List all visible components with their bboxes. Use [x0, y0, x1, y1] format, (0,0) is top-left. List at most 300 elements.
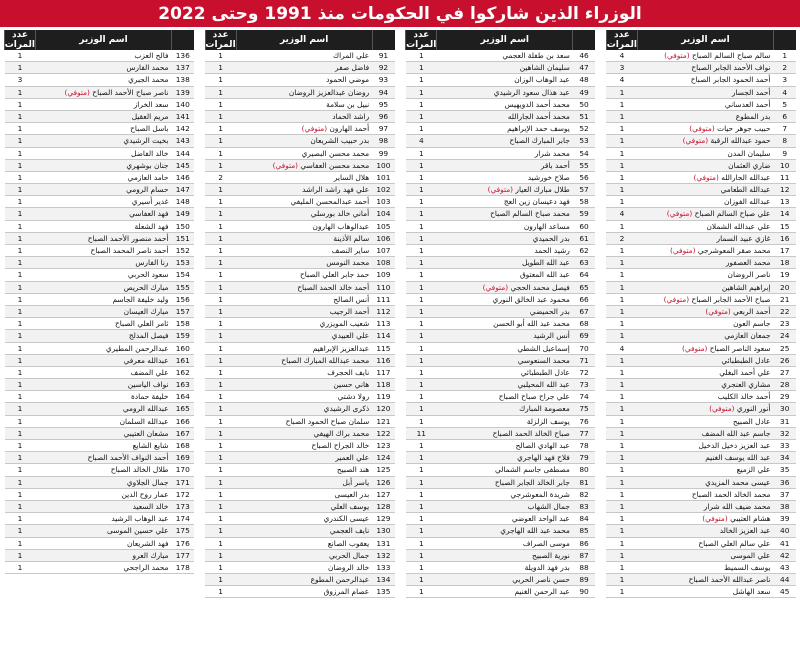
table-row — [5, 123, 195, 135]
table-row — [606, 196, 796, 208]
row-index: 2 — [773, 62, 796, 74]
table-row — [205, 366, 395, 378]
times-count: 1 — [606, 488, 637, 500]
minister-name-text: مبارك العرو — [132, 550, 169, 560]
row-index: 130 — [372, 525, 395, 537]
times-count: 1 — [205, 86, 236, 98]
minister-name-text: فهد الشعلة — [134, 221, 169, 231]
minister-name — [437, 549, 573, 561]
table-row — [606, 561, 796, 573]
minister-name — [236, 293, 372, 305]
ministers-table — [405, 30, 595, 598]
minister-name — [637, 391, 773, 403]
table-row — [406, 318, 596, 330]
times-count: 1 — [205, 549, 236, 561]
row-index: 154 — [172, 269, 195, 281]
row-index: 8 — [773, 135, 796, 147]
times-count: 2 — [205, 171, 236, 183]
table-row — [5, 342, 195, 354]
times-count: 1 — [205, 159, 236, 171]
table-row — [606, 110, 796, 122]
table-row — [406, 257, 596, 269]
row-index: 33 — [773, 440, 796, 452]
table-row — [5, 391, 195, 403]
row-index: 151 — [172, 232, 195, 244]
row-index: 99 — [372, 147, 395, 159]
times-count: 1 — [606, 220, 637, 232]
minister-name-text: عبد الله المحيلبي — [517, 380, 570, 390]
minister-name — [36, 135, 172, 147]
row-index: 97 — [372, 123, 395, 135]
minister-name-text: عبدالله الجارالله — [721, 172, 771, 182]
times-count: 1 — [606, 245, 637, 257]
row-index: 61 — [573, 232, 596, 244]
table-row — [606, 452, 796, 464]
minister-name-text: محمد النومس — [326, 258, 370, 268]
times-count: 1 — [406, 208, 437, 220]
minister-name-text: سعد الهاشل — [732, 587, 771, 597]
table-row — [406, 293, 596, 305]
minister-name — [236, 74, 372, 86]
table-row — [406, 403, 596, 415]
times-count: 4 — [406, 135, 437, 147]
deceased-marker: (متوفي) — [664, 51, 690, 60]
row-index: 71 — [573, 354, 596, 366]
minister-name — [637, 208, 773, 220]
times-count: 4 — [606, 342, 637, 354]
times-count: 1 — [5, 354, 36, 366]
times-count: 1 — [5, 184, 36, 196]
times-count: 1 — [606, 464, 637, 476]
minister-name-text: أحمد النواف الأحمد الصباح — [87, 453, 169, 463]
minister-name-text: رشيد الحمد — [534, 246, 570, 255]
table-row — [5, 525, 195, 537]
minister-name — [36, 171, 172, 183]
minister-name-text: سالم الأذينة — [333, 233, 370, 243]
times-count: 1 — [5, 440, 36, 452]
minister-name — [637, 476, 773, 488]
minister-name-text: نواف الياسين — [127, 380, 169, 390]
minister-name — [637, 220, 773, 232]
times-count: 1 — [406, 452, 437, 464]
minister-name — [236, 305, 372, 317]
table-row — [606, 208, 796, 220]
minister-name — [36, 488, 172, 500]
minister-name — [637, 354, 773, 366]
minister-name-text: محمد الراجحي — [123, 562, 169, 572]
minister-name-text: عادل الطبطبائي — [721, 355, 771, 365]
row-index: 43 — [773, 561, 796, 573]
row-index: 19 — [773, 269, 796, 281]
row-index: 59 — [573, 208, 596, 220]
minister-name — [236, 549, 372, 561]
minister-name — [236, 379, 372, 391]
times-count: 1 — [406, 537, 437, 549]
minister-name-text: محمد السنعوسي — [517, 355, 570, 365]
row-index: 1 — [773, 50, 796, 62]
row-index: 102 — [372, 184, 395, 196]
minister-name-text: أنور النوري — [736, 404, 771, 414]
table-row — [606, 391, 796, 403]
minister-name-text: عبد الهادي الصالح — [515, 441, 570, 450]
minister-name — [637, 62, 773, 74]
header-minister-name: اسم الوزير — [236, 30, 372, 50]
table-row — [406, 488, 596, 500]
times-count: 1 — [205, 184, 236, 196]
times-count: 1 — [5, 281, 36, 293]
minister-name — [437, 98, 573, 110]
minister-name — [637, 135, 773, 147]
times-count: 1 — [5, 476, 36, 488]
minister-name — [36, 561, 172, 573]
minister-name-text: أحمد الرجيب — [329, 306, 370, 316]
minister-name-text: بدر الحميضي — [529, 306, 570, 316]
deceased-marker: (متوفي) — [689, 124, 715, 134]
deceased-marker: (متوفي) — [693, 172, 719, 182]
minister-name-text: سعد الخراز — [133, 99, 169, 109]
row-index: 13 — [773, 196, 796, 208]
minister-name — [236, 366, 372, 378]
table-row — [606, 98, 796, 110]
row-index: 5 — [773, 98, 796, 110]
minister-name-text: نايف العجمي — [329, 526, 370, 536]
times-count: 1 — [606, 586, 637, 598]
times-count: 1 — [5, 196, 36, 208]
row-index: 140 — [172, 98, 195, 110]
times-count: 1 — [205, 74, 236, 86]
row-index: 16 — [773, 232, 796, 244]
row-index: 55 — [573, 159, 596, 171]
row-index: 29 — [773, 391, 796, 403]
minister-name-text: إسماعيل الشطي — [517, 343, 570, 353]
minister-name-text: جاسم العون — [733, 319, 771, 329]
table-row — [406, 184, 596, 196]
table-row — [406, 354, 596, 366]
minister-name-text: محمد أحمد الجارالله — [507, 111, 570, 121]
deceased-marker: (متوفي) — [482, 282, 509, 292]
times-count: 1 — [606, 293, 637, 305]
minister-name — [236, 440, 372, 452]
minister-name-text: معصومة المبارك — [519, 404, 570, 414]
minister-name — [36, 257, 172, 269]
minister-name — [637, 269, 773, 281]
table-row — [205, 257, 395, 269]
minister-name — [637, 123, 773, 135]
times-count: 1 — [205, 245, 236, 257]
times-count: 1 — [406, 586, 437, 598]
minister-name-text: جنان بوشهري — [126, 160, 169, 170]
row-index: 104 — [372, 208, 395, 220]
row-index: 48 — [573, 74, 596, 86]
table-row — [606, 245, 796, 257]
row-index: 156 — [172, 293, 195, 305]
row-index: 34 — [773, 452, 796, 464]
table-row — [606, 86, 796, 98]
times-count: 1 — [5, 500, 36, 512]
minister-name — [437, 86, 573, 98]
row-index: 93 — [372, 74, 395, 86]
minister-name — [236, 50, 372, 62]
minister-name — [236, 330, 372, 342]
minister-name — [236, 525, 372, 537]
minister-name — [36, 147, 172, 159]
table-row — [606, 318, 796, 330]
table-row — [606, 171, 796, 183]
minister-name-text: خالد السعيد — [132, 501, 169, 511]
table-row — [205, 171, 395, 183]
table-header-row — [406, 30, 596, 50]
row-index: 119 — [372, 391, 395, 403]
times-count: 1 — [606, 525, 637, 537]
times-count: 1 — [406, 342, 437, 354]
row-index: 49 — [573, 86, 596, 98]
table-row — [205, 464, 395, 476]
minister-name — [236, 98, 372, 110]
row-index: 36 — [773, 476, 796, 488]
minister-name-text: فاضل صفر — [335, 63, 370, 73]
times-count: 1 — [406, 488, 437, 500]
row-index: 177 — [172, 549, 195, 561]
row-index: 170 — [172, 464, 195, 476]
minister-name — [236, 464, 372, 476]
minister-name-text: عبدالله الرومي — [122, 404, 169, 414]
minister-name-text: عبد هذال سعود الرشيدي — [493, 87, 570, 97]
minister-name-text: بخيت الرشيدي — [123, 136, 169, 146]
header-count: عدد المرات — [406, 30, 437, 50]
minister-name — [36, 330, 172, 342]
minister-name-text: بدر العيسى — [334, 489, 370, 499]
minister-name — [437, 220, 573, 232]
minister-name — [637, 86, 773, 98]
minister-name-text: عادل الطبطبائي — [520, 367, 570, 377]
minister-name — [36, 98, 172, 110]
minister-name-text: علي سالم العلي الصباح — [698, 538, 771, 548]
times-count: 1 — [5, 269, 36, 281]
minister-name-text: ناصر صباح الأحمد الصباح — [92, 87, 169, 97]
times-count: 1 — [406, 354, 437, 366]
row-index: 46 — [573, 50, 596, 62]
minister-name — [36, 427, 172, 439]
times-count: 1 — [406, 525, 437, 537]
minister-name-text: حسام الرومي — [126, 185, 169, 195]
minister-name-text: علي صباح السالم الصباح — [694, 209, 771, 219]
minister-name-text: روضان عبدالعزيز الروضان — [288, 87, 370, 97]
minister-name-text: يوسف الزلزلة — [526, 416, 570, 426]
minister-name-text: غازي عبيد السمار — [716, 233, 771, 243]
table-row — [5, 135, 195, 147]
minister-name-text: باسل الصباح — [130, 124, 169, 134]
times-count: 1 — [5, 208, 36, 220]
minister-name-text: حامد العازمي — [127, 172, 169, 182]
minister-name-text: عبد العزيز الخالد — [719, 526, 771, 536]
table-row — [5, 245, 195, 257]
row-index: 6 — [773, 110, 796, 122]
minister-name — [637, 293, 773, 305]
row-index: 91 — [372, 50, 395, 62]
row-index: 86 — [573, 537, 596, 549]
minister-name — [36, 123, 172, 135]
table-row — [5, 220, 195, 232]
table-row — [205, 269, 395, 281]
minister-name-text: علي المضف — [130, 367, 169, 377]
minister-name-text: أماني خالد بورسلي — [310, 209, 370, 219]
row-index: 44 — [773, 574, 796, 586]
minister-name-text: سعد بن طفلة العجمي — [502, 51, 570, 60]
row-index: 168 — [172, 440, 195, 452]
table-row — [5, 196, 195, 208]
table-row — [606, 586, 796, 598]
minister-name — [437, 281, 573, 293]
row-index: 105 — [372, 220, 395, 232]
table-row — [5, 257, 195, 269]
row-index: 7 — [773, 123, 796, 135]
minister-name-text: مشاري العنجري — [721, 380, 771, 390]
times-count: 3 — [5, 74, 36, 86]
times-count: 1 — [606, 110, 637, 122]
minister-name — [637, 98, 773, 110]
times-count: 1 — [406, 549, 437, 561]
minister-name — [637, 305, 773, 317]
minister-name — [36, 159, 172, 171]
times-count: 1 — [606, 537, 637, 549]
minister-name-text: حسن ناصر الحربي — [512, 575, 570, 585]
minister-name — [236, 147, 372, 159]
row-index: 22 — [773, 305, 796, 317]
times-count: 1 — [205, 561, 236, 573]
times-count: 1 — [205, 220, 236, 232]
times-count: 1 — [606, 305, 637, 317]
minister-name — [437, 537, 573, 549]
times-count: 1 — [406, 500, 437, 512]
deceased-marker: (متوفي) — [681, 343, 708, 353]
deceased-marker: (متوفي) — [663, 294, 690, 304]
row-index: 76 — [573, 415, 596, 427]
minister-name-text: محمد العصفور — [725, 258, 771, 268]
table-row — [5, 561, 195, 573]
row-index: 24 — [773, 330, 796, 342]
row-index: 131 — [372, 537, 395, 549]
minister-name — [637, 196, 773, 208]
table-row — [406, 525, 596, 537]
row-index: 109 — [372, 269, 395, 281]
table-row — [606, 257, 796, 269]
table-row — [406, 440, 596, 452]
minister-name — [36, 50, 172, 62]
table-row — [606, 330, 796, 342]
minister-name-text: علي أحمد البغلي — [719, 367, 771, 377]
row-index: 63 — [573, 257, 596, 269]
minister-name — [437, 50, 573, 62]
row-index: 57 — [573, 184, 596, 196]
times-count: 1 — [5, 110, 36, 122]
row-index: 10 — [773, 159, 796, 171]
row-index: 88 — [573, 561, 596, 573]
times-count: 1 — [5, 232, 36, 244]
table-row — [5, 318, 195, 330]
row-index: 32 — [773, 427, 796, 439]
ministers-column — [4, 30, 194, 666]
times-count: 1 — [406, 293, 437, 305]
times-count: 3 — [606, 62, 637, 74]
header-index — [773, 30, 796, 50]
minister-name-text: عبدالوهاب الهارون — [312, 221, 370, 231]
minister-name-text: شريدة المعوشرجي — [510, 489, 570, 499]
header-index — [172, 30, 195, 50]
table-row — [606, 525, 796, 537]
times-count: 1 — [606, 561, 637, 573]
table-row — [406, 110, 596, 122]
minister-name — [637, 366, 773, 378]
times-count: 1 — [406, 86, 437, 98]
times-count: 1 — [406, 171, 437, 183]
times-count: 1 — [5, 293, 36, 305]
minister-name — [236, 62, 372, 74]
minister-name — [637, 245, 773, 257]
row-index: 171 — [172, 476, 195, 488]
row-index: 167 — [172, 427, 195, 439]
minister-name-text: علي المراك — [332, 51, 370, 60]
times-count: 1 — [406, 98, 437, 110]
minister-name-text: علي جراح صباح الصباح — [498, 392, 570, 402]
table-row — [205, 476, 395, 488]
row-index: 73 — [573, 379, 596, 391]
row-index: 150 — [172, 220, 195, 232]
times-count: 1 — [205, 427, 236, 439]
minister-name-text: محمد عبد الله الهاجري — [500, 526, 570, 536]
minister-name — [236, 220, 372, 232]
minister-name — [437, 366, 573, 378]
row-index: 132 — [372, 549, 395, 561]
minister-name — [637, 452, 773, 464]
minister-name — [36, 366, 172, 378]
minister-name — [637, 257, 773, 269]
row-index: 136 — [172, 50, 195, 62]
minister-name — [637, 379, 773, 391]
minister-name — [36, 269, 172, 281]
times-count: 1 — [5, 415, 36, 427]
minister-name — [437, 171, 573, 183]
minister-name-text: محمد الفارس — [126, 63, 169, 73]
table-row — [5, 62, 195, 74]
minister-name — [236, 86, 372, 98]
times-count: 1 — [406, 245, 437, 257]
row-index: 146 — [172, 171, 195, 183]
row-index: 164 — [172, 391, 195, 403]
table-row — [5, 500, 195, 512]
minister-name — [437, 354, 573, 366]
minister-name — [437, 488, 573, 500]
table-row — [606, 62, 796, 74]
table-row — [205, 354, 395, 366]
minister-name — [437, 196, 573, 208]
times-count: 1 — [606, 196, 637, 208]
times-count: 1 — [606, 123, 637, 135]
minister-name — [236, 171, 372, 183]
table-row — [406, 379, 596, 391]
times-count: 1 — [205, 537, 236, 549]
deceased-marker: (متوفي) — [64, 87, 90, 97]
times-count: 1 — [205, 208, 236, 220]
table-row — [606, 513, 796, 525]
ministers-table — [4, 30, 194, 574]
times-count: 1 — [406, 123, 437, 135]
table-row — [205, 427, 395, 439]
minister-name — [236, 110, 372, 122]
minister-name — [437, 464, 573, 476]
times-count: 1 — [5, 318, 36, 330]
table-row — [205, 513, 395, 525]
table-row — [406, 196, 596, 208]
